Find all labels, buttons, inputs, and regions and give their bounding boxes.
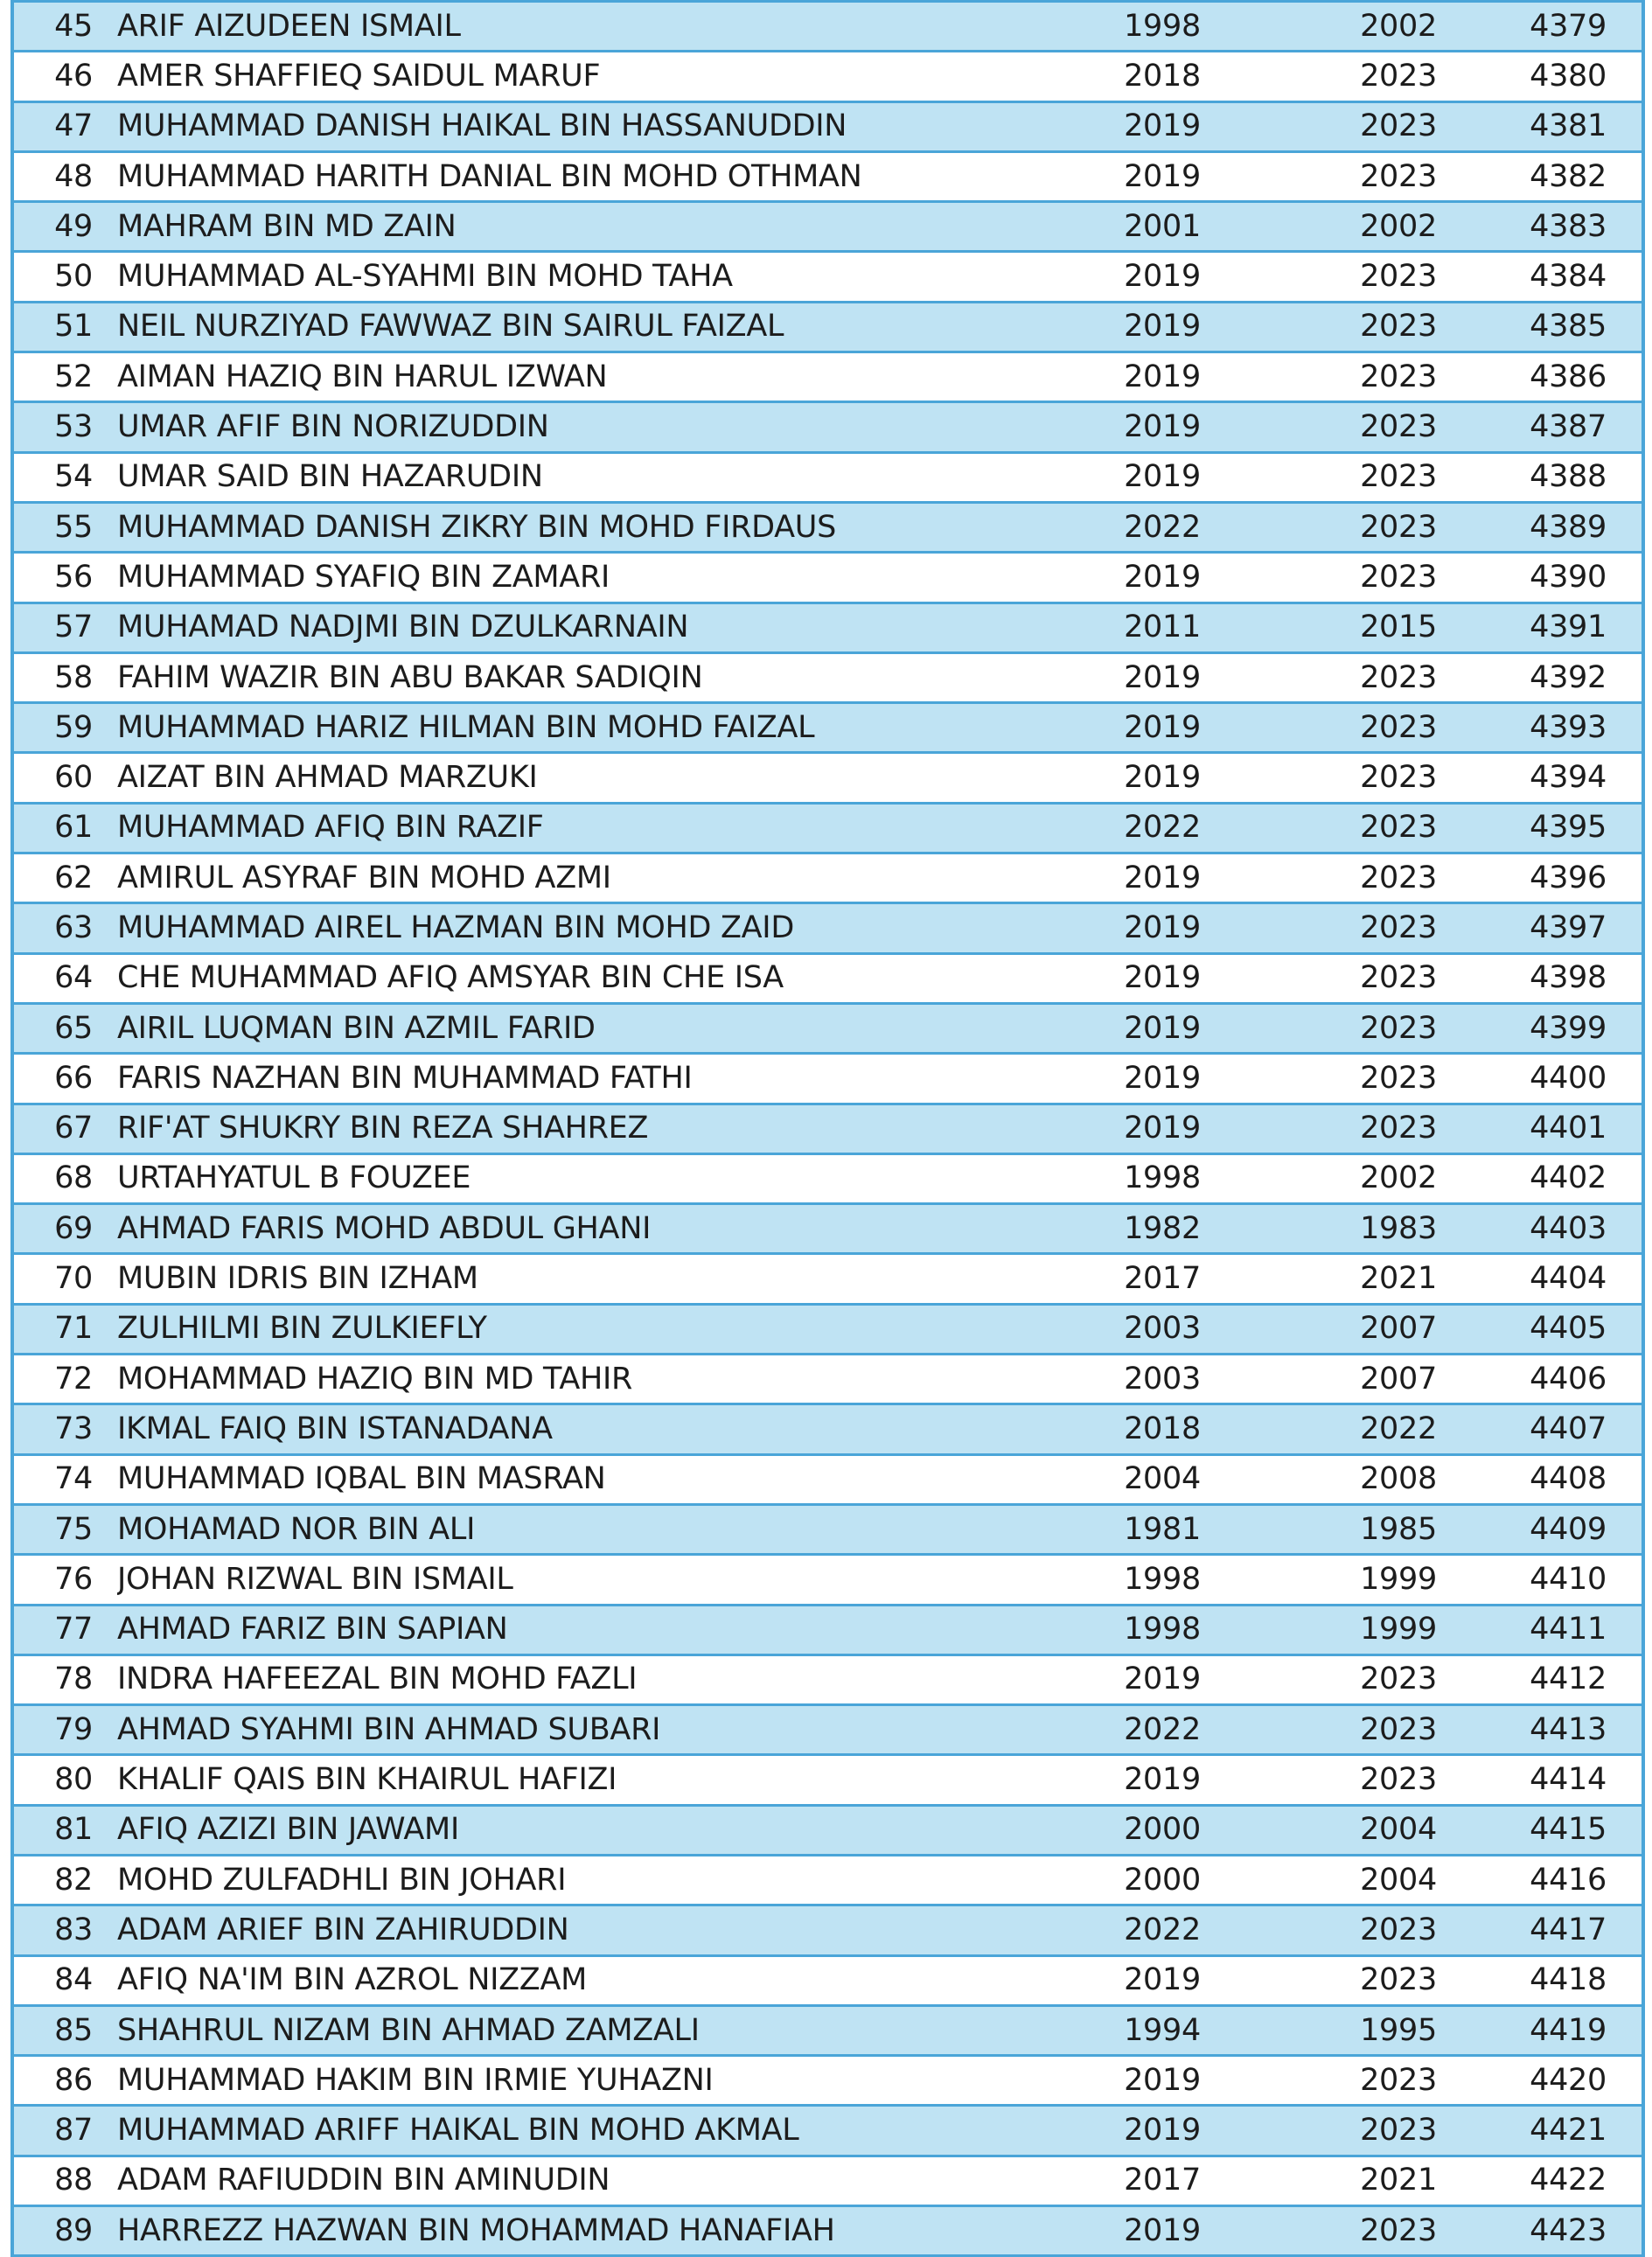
start-year: 2019 <box>1044 101 1280 151</box>
start-year: 2019 <box>1044 1054 1280 1104</box>
row-number: 47 <box>12 101 117 151</box>
table-row <box>12 52 1643 101</box>
row-number: 60 <box>12 753 117 803</box>
end-year: 2002 <box>1280 2 1516 52</box>
member-id: 4405 <box>1516 1304 1643 1354</box>
row-number: 65 <box>12 1003 117 1053</box>
end-year: 2023 <box>1280 903 1516 953</box>
member-id: 4404 <box>1516 1254 1643 1304</box>
end-year: 2023 <box>1280 953 1516 1003</box>
member-id: 4388 <box>1516 452 1643 502</box>
member-name: MUHAMMAD HARIZ HILMAN BIN MOHD FAIZAL <box>117 703 1044 753</box>
start-year: 2019 <box>1044 1104 1280 1153</box>
start-year: 1998 <box>1044 2 1280 52</box>
end-year: 2023 <box>1280 803 1516 853</box>
end-year: 1999 <box>1280 1555 1516 1605</box>
table-row <box>12 2106 1643 2156</box>
member-id: 4386 <box>1516 352 1643 402</box>
member-id: 4397 <box>1516 903 1643 953</box>
member-name: MUBIN IDRIS BIN IZHAM <box>117 1254 1044 1304</box>
end-year: 2023 <box>1280 402 1516 452</box>
member-id: 4403 <box>1516 1204 1643 1254</box>
start-year: 2018 <box>1044 52 1280 101</box>
table-row <box>12 202 1643 252</box>
member-name: MUHAMMAD DANISH HAIKAL BIN HASSANUDDIN <box>117 101 1044 151</box>
end-year: 2023 <box>1280 2056 1516 2106</box>
end-year: 2004 <box>1280 1855 1516 1905</box>
end-year: 1999 <box>1280 1605 1516 1654</box>
start-year: 2019 <box>1044 853 1280 903</box>
row-number: 86 <box>12 2056 117 2106</box>
start-year: 2019 <box>1044 1755 1280 1805</box>
member-name: ZULHILMI BIN ZULKIEFLY <box>117 1304 1044 1354</box>
member-name: INDRA HAFEEZAL BIN MOHD FAZLI <box>117 1654 1044 1704</box>
start-year: 2019 <box>1044 252 1280 302</box>
start-year: 2001 <box>1044 202 1280 252</box>
table-row <box>12 903 1643 953</box>
row-number: 83 <box>12 1905 117 1955</box>
table-row <box>12 603 1643 652</box>
end-year: 2023 <box>1280 2106 1516 2156</box>
row-number: 51 <box>12 302 117 352</box>
table-row <box>12 1153 1643 1203</box>
end-year: 2023 <box>1280 1755 1516 1805</box>
row-number: 55 <box>12 502 117 552</box>
row-number: 61 <box>12 803 117 853</box>
start-year: 1998 <box>1044 1555 1280 1605</box>
start-year: 2018 <box>1044 1404 1280 1454</box>
member-id: 4394 <box>1516 753 1643 803</box>
start-year: 2017 <box>1044 2156 1280 2205</box>
member-name: MOHAMMAD HAZIQ BIN MD TAHIR <box>117 1355 1044 1404</box>
row-number: 56 <box>12 553 117 603</box>
table-row <box>12 803 1643 853</box>
start-year: 2019 <box>1044 1003 1280 1053</box>
table-row <box>12 652 1643 702</box>
table-row <box>12 1404 1643 1454</box>
member-id: 4389 <box>1516 502 1643 552</box>
end-year: 2023 <box>1280 101 1516 151</box>
end-year: 2023 <box>1280 252 1516 302</box>
start-year: 2019 <box>1044 903 1280 953</box>
member-id: 4413 <box>1516 1705 1643 1755</box>
member-name: AIMAN HAZIQ BIN HARUL IZWAN <box>117 352 1044 402</box>
member-id: 4416 <box>1516 1855 1643 1905</box>
member-id: 4408 <box>1516 1454 1643 1504</box>
end-year: 2023 <box>1280 2206 1516 2256</box>
start-year: 1998 <box>1044 1153 1280 1203</box>
member-name: AMER SHAFFIEQ SAIDUL MARUF <box>117 52 1044 101</box>
row-number: 50 <box>12 252 117 302</box>
member-id: 4402 <box>1516 1153 1643 1203</box>
table-row <box>12 252 1643 302</box>
row-number: 75 <box>12 1504 117 1554</box>
start-year: 2019 <box>1044 151 1280 201</box>
start-year: 2019 <box>1044 703 1280 753</box>
member-name: CHE MUHAMMAD AFIQ AMSYAR BIN CHE ISA <box>117 953 1044 1003</box>
table-row <box>12 1605 1643 1654</box>
end-year: 2023 <box>1280 1003 1516 1053</box>
member-name: FAHIM WAZIR BIN ABU BAKAR SADIQIN <box>117 652 1044 702</box>
table-row <box>12 1254 1643 1304</box>
start-year: 2011 <box>1044 603 1280 652</box>
start-year: 2022 <box>1044 1905 1280 1955</box>
row-number: 88 <box>12 2156 117 2205</box>
member-id: 4422 <box>1516 2156 1643 2205</box>
end-year: 2023 <box>1280 52 1516 101</box>
table-row <box>12 1304 1643 1354</box>
end-year: 2023 <box>1280 352 1516 402</box>
member-id: 4391 <box>1516 603 1643 652</box>
row-number: 79 <box>12 1705 117 1755</box>
table-row <box>12 1955 1643 2005</box>
end-year: 2023 <box>1280 1955 1516 2005</box>
table-row <box>12 1504 1643 1554</box>
end-year: 2002 <box>1280 1153 1516 1203</box>
row-number: 67 <box>12 1104 117 1153</box>
member-name: KHALIF QAIS BIN KHAIRUL HAFIZI <box>117 1755 1044 1805</box>
end-year: 2007 <box>1280 1355 1516 1404</box>
end-year: 2023 <box>1280 151 1516 201</box>
end-year: 2004 <box>1280 1805 1516 1855</box>
member-id: 4414 <box>1516 1755 1643 1805</box>
table-row <box>12 753 1643 803</box>
row-number: 49 <box>12 202 117 252</box>
table-row <box>12 1054 1643 1104</box>
member-id: 4390 <box>1516 553 1643 603</box>
member-id: 4398 <box>1516 953 1643 1003</box>
member-id: 4410 <box>1516 1555 1643 1605</box>
member-name: ADAM RAFIUDDIN BIN AMINUDIN <box>117 2156 1044 2205</box>
table-row <box>12 352 1643 402</box>
member-name: MUHAMMAD AFIQ BIN RAZIF <box>117 803 1044 853</box>
table-row <box>12 2206 1643 2256</box>
table-row <box>12 402 1643 452</box>
start-year: 1982 <box>1044 1204 1280 1254</box>
start-year: 2004 <box>1044 1454 1280 1504</box>
start-year: 2019 <box>1044 352 1280 402</box>
row-number: 78 <box>12 1654 117 1704</box>
table-row <box>12 703 1643 753</box>
member-id: 4396 <box>1516 853 1643 903</box>
table-row <box>12 2005 1643 2055</box>
member-id: 4383 <box>1516 202 1643 252</box>
start-year: 2019 <box>1044 753 1280 803</box>
end-year: 2023 <box>1280 1705 1516 1755</box>
end-year: 2023 <box>1280 1654 1516 1704</box>
row-number: 62 <box>12 853 117 903</box>
member-name: MUHAMMAD SYAFIQ BIN ZAMARI <box>117 553 1044 603</box>
start-year: 2019 <box>1044 302 1280 352</box>
member-id: 4395 <box>1516 803 1643 853</box>
table-row <box>12 1555 1643 1605</box>
end-year: 2023 <box>1280 1104 1516 1153</box>
member-name: AHMAD FARIZ BIN SAPIAN <box>117 1605 1044 1654</box>
member-name: AIZAT BIN AHMAD MARZUKI <box>117 753 1044 803</box>
row-number: 59 <box>12 703 117 753</box>
row-number: 68 <box>12 1153 117 1203</box>
row-number: 53 <box>12 402 117 452</box>
member-id: 4409 <box>1516 1504 1643 1554</box>
member-name: AIRIL LUQMAN BIN AZMIL FARID <box>117 1003 1044 1053</box>
member-name: RIF'AT SHUKRY BIN REZA SHAHREZ <box>117 1104 1044 1153</box>
member-id: 4392 <box>1516 652 1643 702</box>
member-id: 4419 <box>1516 2005 1643 2055</box>
row-number: 84 <box>12 1955 117 2005</box>
row-number: 73 <box>12 1404 117 1454</box>
member-name: AFIQ NA'IM BIN AZROL NIZZAM <box>117 1955 1044 2005</box>
member-name: NEIL NURZIYAD FAWWAZ BIN SAIRUL FAIZAL <box>117 302 1044 352</box>
start-year: 2017 <box>1044 1254 1280 1304</box>
table-row <box>12 2 1643 52</box>
start-year: 2019 <box>1044 2206 1280 2256</box>
row-number: 82 <box>12 1855 117 1905</box>
row-number: 77 <box>12 1605 117 1654</box>
end-year: 2002 <box>1280 202 1516 252</box>
end-year: 1983 <box>1280 1204 1516 1254</box>
row-number: 70 <box>12 1254 117 1304</box>
member-name: MUHAMAD NADJMI BIN DZULKARNAIN <box>117 603 1044 652</box>
row-number: 81 <box>12 1805 117 1855</box>
end-year: 2023 <box>1280 1054 1516 1104</box>
table-row <box>12 1805 1643 1855</box>
row-number: 63 <box>12 903 117 953</box>
start-year: 2019 <box>1044 652 1280 702</box>
member-name: ADAM ARIEF BIN ZAHIRUDDIN <box>117 1905 1044 1955</box>
table-row <box>12 1705 1643 1755</box>
member-id: 4379 <box>1516 2 1643 52</box>
member-name: MUHAMMAD HARITH DANIAL BIN MOHD OTHMAN <box>117 151 1044 201</box>
row-number: 45 <box>12 2 117 52</box>
member-id: 4421 <box>1516 2106 1643 2156</box>
table-row <box>12 1003 1643 1053</box>
member-id: 4415 <box>1516 1805 1643 1855</box>
row-number: 80 <box>12 1755 117 1805</box>
row-number: 76 <box>12 1555 117 1605</box>
start-year: 1998 <box>1044 1605 1280 1654</box>
table-row <box>12 1755 1643 1805</box>
end-year: 2007 <box>1280 1304 1516 1354</box>
table-row <box>12 1855 1643 1905</box>
table-row <box>12 1654 1643 1704</box>
start-year: 2019 <box>1044 1955 1280 2005</box>
member-id: 4411 <box>1516 1605 1643 1654</box>
table-row <box>12 2056 1643 2106</box>
member-name: IKMAL FAIQ BIN ISTANADANA <box>117 1404 1044 1454</box>
row-number: 72 <box>12 1355 117 1404</box>
start-year: 2022 <box>1044 502 1280 552</box>
table-row <box>12 452 1643 502</box>
row-number: 57 <box>12 603 117 652</box>
row-number: 74 <box>12 1454 117 1504</box>
member-name: UMAR SAID BIN HAZARUDIN <box>117 452 1044 502</box>
member-id: 4399 <box>1516 1003 1643 1053</box>
member-id: 4412 <box>1516 1654 1643 1704</box>
member-name: AFIQ AZIZI BIN JAWAMI <box>117 1805 1044 1855</box>
member-id: 4400 <box>1516 1054 1643 1104</box>
member-id: 4387 <box>1516 402 1643 452</box>
end-year: 2023 <box>1280 302 1516 352</box>
end-year: 1985 <box>1280 1504 1516 1554</box>
member-name: AHMAD SYAHMI BIN AHMAD SUBARI <box>117 1705 1044 1755</box>
row-number: 64 <box>12 953 117 1003</box>
member-name: MAHRAM BIN MD ZAIN <box>117 202 1044 252</box>
row-number: 46 <box>12 52 117 101</box>
member-name: URTAHYATUL B FOUZEE <box>117 1153 1044 1203</box>
start-year: 2019 <box>1044 553 1280 603</box>
row-number: 58 <box>12 652 117 702</box>
row-number: 54 <box>12 452 117 502</box>
member-name: MOHD ZULFADHLI BIN JOHARI <box>117 1855 1044 1905</box>
table-row <box>12 151 1643 201</box>
table-row <box>12 101 1643 151</box>
member-name: MUHAMMAD IQBAL BIN MASRAN <box>117 1454 1044 1504</box>
end-year: 1995 <box>1280 2005 1516 2055</box>
row-number: 52 <box>12 352 117 402</box>
member-name: MUHAMMAD AIREL HAZMAN BIN MOHD ZAID <box>117 903 1044 953</box>
table-row <box>12 853 1643 903</box>
end-year: 2023 <box>1280 753 1516 803</box>
member-id: 4423 <box>1516 2206 1643 2256</box>
start-year: 2019 <box>1044 402 1280 452</box>
member-id: 4385 <box>1516 302 1643 352</box>
member-name: HARREZZ HAZWAN BIN MOHAMMAD HANAFIAH <box>117 2206 1044 2256</box>
table-row <box>12 502 1643 552</box>
start-year: 2000 <box>1044 1805 1280 1855</box>
member-id: 4420 <box>1516 2056 1643 2106</box>
table-row <box>12 1104 1643 1153</box>
row-number: 87 <box>12 2106 117 2156</box>
row-number: 69 <box>12 1204 117 1254</box>
end-year: 2021 <box>1280 1254 1516 1304</box>
start-year: 2019 <box>1044 452 1280 502</box>
member-name: JOHAN RIZWAL BIN ISMAIL <box>117 1555 1044 1605</box>
member-id: 4401 <box>1516 1104 1643 1153</box>
member-id: 4417 <box>1516 1905 1643 1955</box>
end-year: 2008 <box>1280 1454 1516 1504</box>
table-row <box>12 953 1643 1003</box>
end-year: 2023 <box>1280 502 1516 552</box>
roster-sheet <box>10 0 1642 2257</box>
member-id: 4381 <box>1516 101 1643 151</box>
roster-table-body <box>12 2 1643 2256</box>
row-number: 71 <box>12 1304 117 1354</box>
end-year: 2023 <box>1280 853 1516 903</box>
end-year: 2023 <box>1280 703 1516 753</box>
member-id: 4418 <box>1516 1955 1643 2005</box>
table-row <box>12 1204 1643 1254</box>
member-id: 4393 <box>1516 703 1643 753</box>
member-name: MUHAMMAD AL-SYAHMI BIN MOHD TAHA <box>117 252 1044 302</box>
start-year: 2022 <box>1044 803 1280 853</box>
end-year: 2021 <box>1280 2156 1516 2205</box>
start-year: 2019 <box>1044 1654 1280 1704</box>
member-name: MUHAMMAD ARIFF HAIKAL BIN MOHD AKMAL <box>117 2106 1044 2156</box>
start-year: 2019 <box>1044 2056 1280 2106</box>
roster-table <box>10 0 1645 2257</box>
end-year: 2022 <box>1280 1404 1516 1454</box>
member-id: 4384 <box>1516 252 1643 302</box>
start-year: 2000 <box>1044 1855 1280 1905</box>
row-number: 85 <box>12 2005 117 2055</box>
member-name: AMIRUL ASYRAF BIN MOHD AZMI <box>117 853 1044 903</box>
member-name: MUHAMMAD HAKIM BIN IRMIE YUHAZNI <box>117 2056 1044 2106</box>
row-number: 48 <box>12 151 117 201</box>
member-name: AHMAD FARIS MOHD ABDUL GHANI <box>117 1204 1044 1254</box>
member-id: 4382 <box>1516 151 1643 201</box>
member-id: 4406 <box>1516 1355 1643 1404</box>
member-id: 4407 <box>1516 1404 1643 1454</box>
row-number: 89 <box>12 2206 117 2256</box>
end-year: 2015 <box>1280 603 1516 652</box>
start-year: 2022 <box>1044 1705 1280 1755</box>
end-year: 2023 <box>1280 1905 1516 1955</box>
member-id: 4380 <box>1516 52 1643 101</box>
start-year: 1994 <box>1044 2005 1280 2055</box>
start-year: 2019 <box>1044 953 1280 1003</box>
table-row <box>12 1355 1643 1404</box>
end-year: 2023 <box>1280 553 1516 603</box>
start-year: 2003 <box>1044 1304 1280 1354</box>
row-number: 66 <box>12 1054 117 1104</box>
table-row <box>12 1905 1643 1955</box>
member-name: UMAR AFIF BIN NORIZUDDIN <box>117 402 1044 452</box>
start-year: 2003 <box>1044 1355 1280 1404</box>
start-year: 1981 <box>1044 1504 1280 1554</box>
member-name: MOHAMAD NOR BIN ALI <box>117 1504 1044 1554</box>
table-row <box>12 2156 1643 2205</box>
start-year: 2019 <box>1044 2106 1280 2156</box>
member-name: MUHAMMAD DANISH ZIKRY BIN MOHD FIRDAUS <box>117 502 1044 552</box>
table-row <box>12 302 1643 352</box>
end-year: 2023 <box>1280 452 1516 502</box>
table-row <box>12 553 1643 603</box>
member-name: SHAHRUL NIZAM BIN AHMAD ZAMZALI <box>117 2005 1044 2055</box>
member-name: FARIS NAZHAN BIN MUHAMMAD FATHI <box>117 1054 1044 1104</box>
table-row <box>12 1454 1643 1504</box>
member-name: ARIF AIZUDEEN ISMAIL <box>117 2 1044 52</box>
end-year: 2023 <box>1280 652 1516 702</box>
